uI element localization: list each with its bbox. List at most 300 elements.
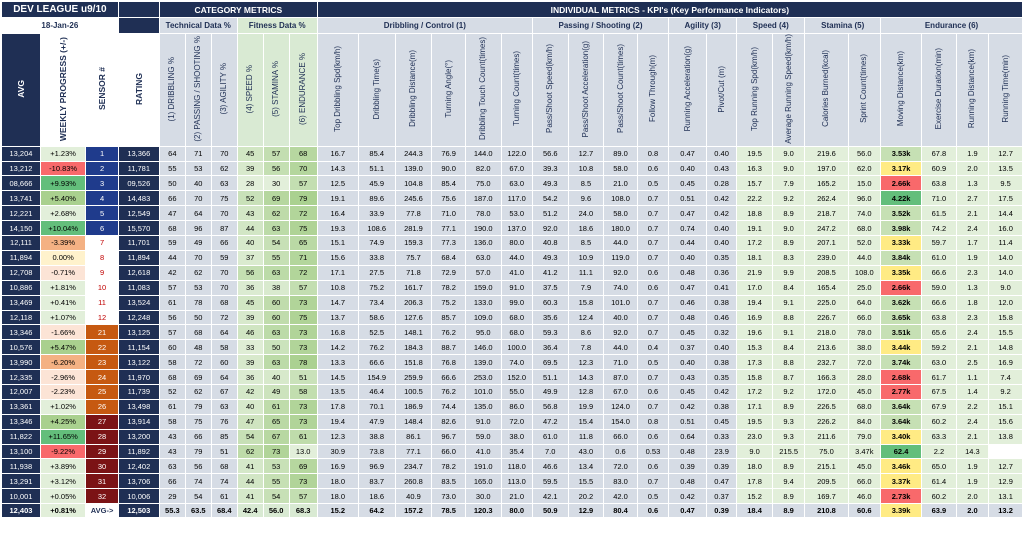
avg-cell: 08,666 xyxy=(2,176,41,191)
avg-cell: 11,822 xyxy=(2,429,41,444)
kpi-cell: 61.5 xyxy=(922,206,957,221)
kpi-cell: 151.8 xyxy=(395,355,432,370)
kpi-cell: 136.0 xyxy=(465,236,501,251)
kpi-cell: 96.0 xyxy=(848,191,880,206)
fitness-data-header: Fitness Data % xyxy=(237,18,317,34)
average-cell: 8.9 xyxy=(772,504,804,518)
kpi-cell: 25.0 xyxy=(848,280,880,295)
technical-cell: 60 xyxy=(211,355,237,370)
kpi-cell: 77.3 xyxy=(432,236,466,251)
kpi-cell: 0.44 xyxy=(669,236,707,251)
kpi-cell: 45.9 xyxy=(358,176,395,191)
kpi-cell: 21.0 xyxy=(501,489,532,504)
technical-cell: 51 xyxy=(211,444,237,459)
kpi-cell: 1.3 xyxy=(956,176,988,191)
kpi-cell: 85.7 xyxy=(432,310,466,325)
column-header: WEEKLY PROGRESS (+/-) xyxy=(40,34,85,147)
kpi-cell: 15.2 xyxy=(737,489,773,504)
kpi-cell: 213.6 xyxy=(805,340,848,355)
average-cell: 2.0 xyxy=(956,504,988,518)
kpi-cell: 72.0 xyxy=(604,459,638,474)
kpi-cell: 8.4 xyxy=(772,280,804,295)
kpi-cell: 39.3 xyxy=(532,161,568,176)
sensor-cell: 31 xyxy=(86,474,118,489)
technical-cell: 59 xyxy=(211,250,237,265)
kpi-cell: 3.47k xyxy=(848,444,880,459)
column-header: Turning Angle(°) xyxy=(432,34,466,147)
fitness-cell: 57 xyxy=(289,176,317,191)
sensor-cell: 21 xyxy=(86,325,118,340)
kpi-cell: 78.0 xyxy=(465,206,501,221)
column-header: Running Acceleration(g) xyxy=(669,34,707,147)
avg-cell: 11,894 xyxy=(2,250,41,265)
technical-cell: 70 xyxy=(211,265,237,280)
rating-cell: 10,006 xyxy=(118,489,159,504)
kpi-cell: 95.0 xyxy=(465,325,501,340)
fitness-cell: 45 xyxy=(237,146,263,161)
kpi-cell: 0.7 xyxy=(637,474,668,489)
kpi-cell: 75.0 xyxy=(805,444,848,459)
technical-cell: 60 xyxy=(159,340,185,355)
kpi-cell: 226.7 xyxy=(805,310,848,325)
kpi-cell: 76.2 xyxy=(432,325,466,340)
kpi-cell: 0.7 xyxy=(637,250,668,265)
moving-distance-cell: 3.17k xyxy=(881,161,922,176)
kpi-cell: 54.2 xyxy=(532,191,568,206)
kpi-group-header: Stamina (5) xyxy=(805,18,881,34)
weekly-progress-cell: +3.12% xyxy=(40,474,85,489)
fitness-cell: 62 xyxy=(237,444,263,459)
kpi-cell: 19.4 xyxy=(317,414,358,429)
kpi-cell: 18.1 xyxy=(737,250,773,265)
kpi-cell: 0.45 xyxy=(706,414,736,429)
technical-cell: 68 xyxy=(159,221,185,236)
column-header: (3) AGILITY % xyxy=(211,34,237,147)
kpi-cell: 137.0 xyxy=(501,221,532,236)
avg-cell: 11,938 xyxy=(2,459,41,474)
kpi-cell: 42.0 xyxy=(604,489,638,504)
moving-distance-cell: 2.66k xyxy=(881,280,922,295)
fitness-cell: 63 xyxy=(263,355,289,370)
kpi-cell: 165.2 xyxy=(805,176,848,191)
kpi-cell: 89.0 xyxy=(604,146,638,161)
kpi-cell: 47.2 xyxy=(532,414,568,429)
kpi-cell: 0.39 xyxy=(669,459,707,474)
kpi-cell: 17.8 xyxy=(317,399,358,414)
technical-cell: 56 xyxy=(185,459,211,474)
kpi-group-header: Agility (3) xyxy=(669,18,737,34)
kpi-cell: 9.0 xyxy=(772,221,804,236)
fitness-cell: 61 xyxy=(289,429,317,444)
kpi-cell: 18.6 xyxy=(358,489,395,504)
moving-distance-cell: 3.51k xyxy=(881,325,922,340)
kpi-cell: 59.3 xyxy=(532,325,568,340)
weekly-progress-cell: -2.96% xyxy=(40,370,85,385)
kpi-cell: 8.9 xyxy=(772,459,804,474)
fitness-cell: 63 xyxy=(263,265,289,280)
kpi-cell: 66.6 xyxy=(432,370,466,385)
kpi-cell: 18.0 xyxy=(737,459,773,474)
fitness-cell: 57 xyxy=(289,489,317,504)
fitness-cell: 56 xyxy=(263,161,289,176)
kpi-cell: 226.2 xyxy=(805,414,848,429)
technical-cell: 74 xyxy=(211,474,237,489)
kpi-cell: 104.8 xyxy=(395,176,432,191)
player-row xyxy=(2,206,1023,221)
fitness-cell: 55 xyxy=(263,250,289,265)
moving-distance-cell: 3.40k xyxy=(881,429,922,444)
fitness-cell: 40 xyxy=(237,236,263,251)
kpi-cell: 14.3 xyxy=(317,161,358,176)
kpi-cell: 12.7 xyxy=(568,146,604,161)
kpi-cell: 0.47 xyxy=(669,280,707,295)
kpi-cell: 83.0 xyxy=(604,474,638,489)
technical-cell: 72 xyxy=(185,355,211,370)
fitness-cell: 54 xyxy=(263,236,289,251)
kpi-cell: 60.2 xyxy=(922,414,957,429)
kpi-cell: 9.0 xyxy=(989,280,1023,295)
moving-distance-cell: 2.66k xyxy=(881,176,922,191)
kpi-cell: 0.4 xyxy=(637,340,668,355)
kpi-cell: 14.3 xyxy=(956,444,988,459)
kpi-cell: 1.9 xyxy=(956,474,988,489)
technical-cell: 68 xyxy=(185,325,211,340)
rating-cell: 13,914 xyxy=(118,414,159,429)
sensor-cell: 29 xyxy=(86,444,118,459)
kpi-cell: 9.6 xyxy=(568,191,604,206)
moving-distance-cell: 3.65k xyxy=(881,310,922,325)
kpi-cell: 63.0 xyxy=(922,355,957,370)
moving-distance-cell: 3.62k xyxy=(881,295,922,310)
rating-cell: 13,524 xyxy=(118,295,159,310)
kpi-cell: 40.9 xyxy=(395,489,432,504)
kpi-cell: 44.0 xyxy=(501,250,532,265)
kpi-cell: 12.3 xyxy=(568,355,604,370)
kpi-cell: 0.47 xyxy=(669,206,707,221)
kpi-cell: 13.3 xyxy=(317,355,358,370)
moving-distance-cell: 3.98k xyxy=(881,221,922,236)
kpi-cell: 2.4 xyxy=(956,221,988,236)
kpi-cell: 16.9 xyxy=(989,355,1023,370)
average-cell: 50.9 xyxy=(532,504,568,518)
technical-cell: 57 xyxy=(159,325,185,340)
kpi-cell: 67.0 xyxy=(501,161,532,176)
kpi-cell: 59.2 xyxy=(922,340,957,355)
moving-distance-cell: 3.33k xyxy=(881,236,922,251)
average-cell: 68.3 xyxy=(289,504,317,518)
rating-cell: 09,526 xyxy=(118,176,159,191)
fitness-cell: 63 xyxy=(263,221,289,236)
column-header: AVG xyxy=(2,34,41,147)
fitness-cell: 73 xyxy=(289,295,317,310)
moving-distance-cell: 2.68k xyxy=(881,370,922,385)
kpi-table xyxy=(1,1,1023,518)
kpi-cell: 83.7 xyxy=(358,474,395,489)
kpi-cell: 20.2 xyxy=(568,489,604,504)
kpi-cell: 66.6 xyxy=(922,265,957,280)
kpi-cell: 166.3 xyxy=(805,370,848,385)
kpi-cell: 159.0 xyxy=(465,280,501,295)
kpi-cell: 0.51 xyxy=(669,414,707,429)
kpi-cell: 0.40 xyxy=(706,340,736,355)
fitness-cell: 30 xyxy=(263,176,289,191)
kpi-cell: 2.0 xyxy=(956,161,988,176)
technical-cell: 66 xyxy=(159,191,185,206)
avg-cell: 12,708 xyxy=(2,265,41,280)
kpi-cell: 108.6 xyxy=(358,221,395,236)
fitness-cell: 65 xyxy=(263,414,289,429)
kpi-cell: 0.7 xyxy=(637,325,668,340)
column-header: Top Dribbling Spd(km/h) xyxy=(317,34,358,147)
kpi-cell: 68.0 xyxy=(848,221,880,236)
average-cell: 13.2 xyxy=(989,504,1023,518)
kpi-cell: 190.0 xyxy=(465,221,501,236)
kpi-cell: 70.1 xyxy=(358,399,395,414)
kpi-cell: 215.5 xyxy=(772,444,804,459)
technical-cell: 62 xyxy=(211,161,237,176)
kpi-cell: 0.43 xyxy=(706,161,736,176)
technical-cell: 52 xyxy=(159,384,185,399)
kpi-cell: 245.6 xyxy=(395,191,432,206)
technical-cell: 50 xyxy=(185,310,211,325)
kpi-cell: 139.0 xyxy=(395,161,432,176)
sensor-cell: 25 xyxy=(86,384,118,399)
sensor-cell: 27 xyxy=(86,414,118,429)
kpi-cell: 0.40 xyxy=(706,221,736,236)
kpi-cell: 234.7 xyxy=(395,459,432,474)
fitness-cell: 69 xyxy=(289,459,317,474)
kpi-cell: 0.6 xyxy=(637,429,668,444)
kpi-cell: 232.7 xyxy=(805,355,848,370)
weekly-progress-cell: -3.39% xyxy=(40,236,85,251)
average-cell: 64.2 xyxy=(358,504,395,518)
column-header: Moving Distance(km) xyxy=(881,34,922,147)
moving-distance-cell: 3.52k xyxy=(881,206,922,221)
rating-cell: 12,549 xyxy=(118,206,159,221)
kpi-cell: 68.0 xyxy=(501,325,532,340)
kpi-cell: 15.6 xyxy=(317,250,358,265)
fitness-cell: 65 xyxy=(289,236,317,251)
weekly-progress-cell: +11.65% xyxy=(40,429,85,444)
kpi-cell: 19.5 xyxy=(737,146,773,161)
technical-cell: 66 xyxy=(211,236,237,251)
kpi-cell: 0.7 xyxy=(637,399,668,414)
kpi-cell: 16.9 xyxy=(737,310,773,325)
kpi-cell: 63.0 xyxy=(501,176,532,191)
kpi-cell: 82.6 xyxy=(432,414,466,429)
kpi-cell: 118.0 xyxy=(501,459,532,474)
rating-cell: 12,248 xyxy=(118,310,159,325)
average-cell: 15.2 xyxy=(317,504,358,518)
weekly-progress-cell: +1.02% xyxy=(40,399,85,414)
column-header: Exercise Duration(min) xyxy=(922,34,957,147)
kpi-cell: 92.0 xyxy=(604,325,638,340)
kpi-cell: 36.4 xyxy=(532,340,568,355)
technical-cell: 58 xyxy=(159,355,185,370)
player-row xyxy=(2,161,1023,176)
kpi-cell: 100.5 xyxy=(395,384,432,399)
kpi-cell: 191.0 xyxy=(465,459,501,474)
technical-cell: 40 xyxy=(185,176,211,191)
kpi-cell: 21.0 xyxy=(604,176,638,191)
weekly-progress-cell: +5.40% xyxy=(40,191,85,206)
avg-cell: 10,886 xyxy=(2,280,41,295)
weekly-progress-cell: +10.04% xyxy=(40,221,85,236)
technical-cell: 96 xyxy=(185,221,211,236)
kpi-cell: 75.6 xyxy=(432,191,466,206)
kpi-cell: 184.3 xyxy=(395,340,432,355)
technical-cell: 58 xyxy=(159,414,185,429)
rating-cell: 13,706 xyxy=(118,474,159,489)
sensor-cell: 5 xyxy=(86,206,118,221)
category-metrics-header: CATEGORY METRICS xyxy=(159,2,317,18)
kpi-cell: 63.3 xyxy=(922,429,957,444)
weekly-progress-cell: +2.68% xyxy=(40,206,85,221)
column-header: (2) PASSING / SHOOTING % xyxy=(185,34,211,147)
technical-cell: 53 xyxy=(185,280,211,295)
weekly-progress-cell: -0.71% xyxy=(40,265,85,280)
kpi-cell: 0.46 xyxy=(706,310,736,325)
kpi-cell: 1.1 xyxy=(956,370,988,385)
fitness-cell: 78 xyxy=(289,355,317,370)
rating-cell: 13,498 xyxy=(118,399,159,414)
kpi-cell: 75.2 xyxy=(432,295,466,310)
average-cell: 60.6 xyxy=(848,504,880,518)
kpi-cell: 219.6 xyxy=(805,146,848,161)
kpi-cell: 8.9 xyxy=(772,489,804,504)
kpi-cell: 78.2 xyxy=(432,280,466,295)
kpi-cell: 0.7 xyxy=(637,236,668,251)
kpi-cell: 0.64 xyxy=(669,429,707,444)
player-row xyxy=(2,191,1023,206)
kpi-cell: 76.9 xyxy=(432,146,466,161)
average-cell: AVG-> xyxy=(86,504,118,518)
technical-cell: 69 xyxy=(185,370,211,385)
kpi-cell: 18.8 xyxy=(737,206,773,221)
kpi-cell: 30.9 xyxy=(317,444,358,459)
technical-cell: 53 xyxy=(185,161,211,176)
kpi-cell: 101.0 xyxy=(604,295,638,310)
avg-cell: 10,576 xyxy=(2,340,41,355)
kpi-cell: 72.0 xyxy=(501,414,532,429)
kpi-cell: 1.8 xyxy=(956,295,988,310)
rating-cell: 11,739 xyxy=(118,384,159,399)
kpi-cell: 51.1 xyxy=(532,370,568,385)
kpi-cell: 0.7 xyxy=(637,191,668,206)
kpi-cell: 90.0 xyxy=(432,161,466,176)
technical-cell: 66 xyxy=(185,429,211,444)
kpi-cell: 45.0 xyxy=(848,384,880,399)
technical-cell: 55 xyxy=(159,161,185,176)
kpi-cell: 12.5 xyxy=(317,176,358,191)
kpi-cell: 71.0 xyxy=(604,355,638,370)
kpi-cell: 51.2 xyxy=(532,206,568,221)
kpi-cell: 0.37 xyxy=(669,340,707,355)
kpi-cell: 46.4 xyxy=(358,384,395,399)
kpi-cell: 74.9 xyxy=(358,236,395,251)
kpi-cell: 43.0 xyxy=(568,444,604,459)
kpi-cell: 13.5 xyxy=(989,161,1023,176)
technical-cell: 61 xyxy=(159,399,185,414)
moving-distance-cell: 3.35k xyxy=(881,265,922,280)
kpi-cell: 0.42 xyxy=(706,384,736,399)
kpi-cell: 13.5 xyxy=(317,384,358,399)
fitness-cell: 52 xyxy=(237,191,263,206)
rating-cell: 13,366 xyxy=(118,146,159,161)
fitness-cell: 73 xyxy=(289,340,317,355)
moving-distance-cell: 3.44k xyxy=(881,340,922,355)
kpi-cell: 78.2 xyxy=(432,459,466,474)
kpi-cell: 75.2 xyxy=(358,280,395,295)
player-row xyxy=(2,176,1023,191)
column-header: (1) DRIBBLING % xyxy=(159,34,185,147)
kpi-cell: 19.4 xyxy=(737,295,773,310)
kpi-cell: 46.0 xyxy=(848,489,880,504)
column-header: Dribbling Distance(m) xyxy=(395,34,432,147)
average-cell: 157.2 xyxy=(395,504,432,518)
technical-cell: 76 xyxy=(211,414,237,429)
kpi-cell: 38.8 xyxy=(358,429,395,444)
technical-cell: 59 xyxy=(159,236,185,251)
technical-cell: 78 xyxy=(185,295,211,310)
kpi-cell: 27.5 xyxy=(358,265,395,280)
kpi-cell: 2.4 xyxy=(956,414,988,429)
kpi-cell: 41.0 xyxy=(465,444,501,459)
kpi-cell: 61.7 xyxy=(922,370,957,385)
kpi-cell: 67.8 xyxy=(922,146,957,161)
kpi-cell: 100.0 xyxy=(501,340,532,355)
kpi-cell: 15.0 xyxy=(848,176,880,191)
fitness-cell: 67 xyxy=(263,429,289,444)
kpi-cell: 0.42 xyxy=(706,191,736,206)
kpi-cell: 49.3 xyxy=(532,176,568,191)
avg-cell: 13,204 xyxy=(2,146,41,161)
rating-cell: 13,125 xyxy=(118,325,159,340)
player-row xyxy=(2,429,1023,444)
sensor-cell: 32 xyxy=(86,489,118,504)
kpi-cell: 89.6 xyxy=(358,191,395,206)
average-cell: 0.47 xyxy=(669,504,707,518)
fitness-cell: 36 xyxy=(237,280,263,295)
kpi-cell: 124.0 xyxy=(604,399,638,414)
kpi-cell: 1.3 xyxy=(956,280,988,295)
technical-cell: 29 xyxy=(159,489,185,504)
kpi-cell: 0.41 xyxy=(706,280,736,295)
sensor-cell: 2 xyxy=(86,161,118,176)
kpi-cell: 244.3 xyxy=(395,146,432,161)
kpi-cell: 1.9 xyxy=(956,459,988,474)
weekly-progress-cell: +5.47% xyxy=(40,340,85,355)
kpi-cell: 41.2 xyxy=(532,265,568,280)
player-row xyxy=(2,250,1023,265)
kpi-cell: 14.0 xyxy=(989,250,1023,265)
avg-cell: 12,221 xyxy=(2,206,41,221)
kpi-cell: 15.8 xyxy=(989,310,1023,325)
kpi-cell: 12.0 xyxy=(989,295,1023,310)
kpi-group-header: Endurance (6) xyxy=(881,18,1023,34)
fitness-cell: 39 xyxy=(237,310,263,325)
kpi-cell: 37.5 xyxy=(532,280,568,295)
kpi-cell: 10.8 xyxy=(317,280,358,295)
kpi-cell: 24.0 xyxy=(568,206,604,221)
fitness-cell: 72 xyxy=(289,206,317,221)
kpi-cell: 15.7 xyxy=(737,176,773,191)
fitness-cell: 46 xyxy=(237,325,263,340)
column-header: Dribbling Touch Count(times) xyxy=(465,34,501,147)
kpi-cell: 109.0 xyxy=(465,310,501,325)
kpi-cell: 0.5 xyxy=(637,176,668,191)
kpi-cell: 9.3 xyxy=(772,429,804,444)
